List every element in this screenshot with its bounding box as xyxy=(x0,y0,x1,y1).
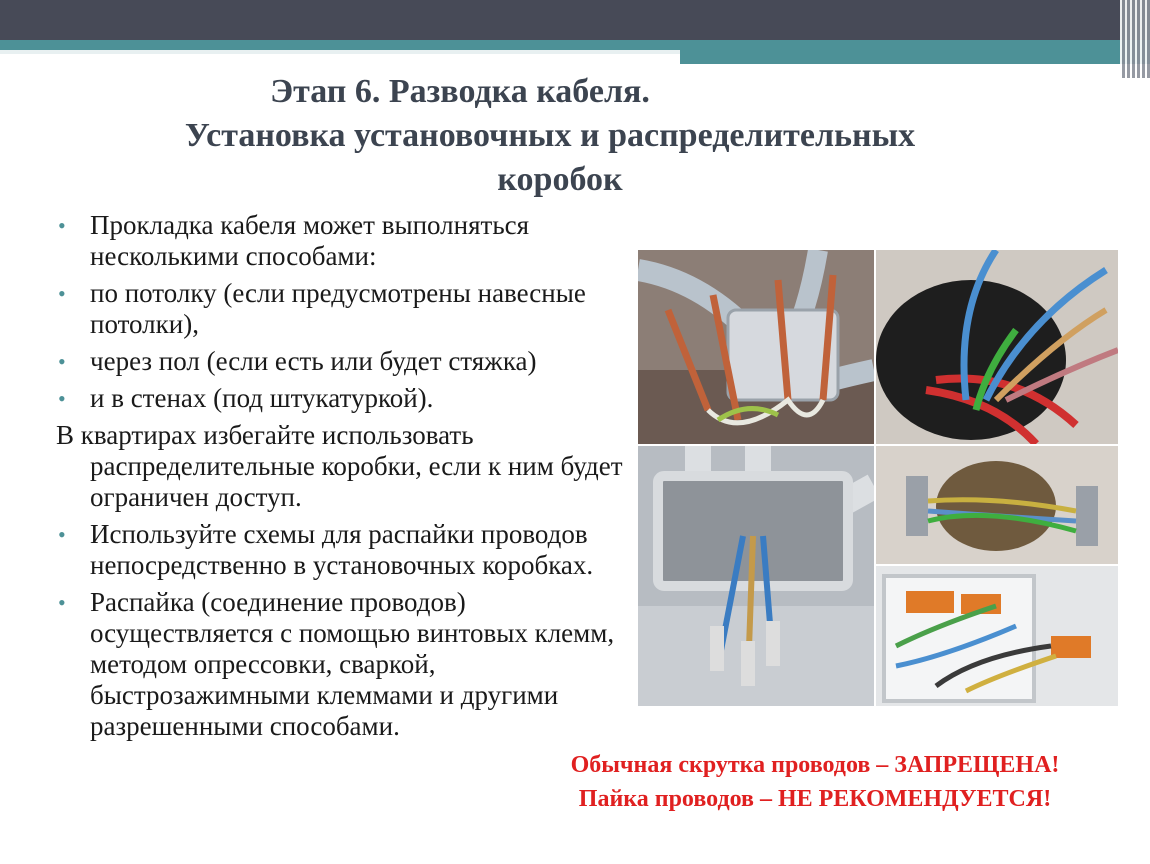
photo-round-box-wires xyxy=(876,250,1118,444)
header-dark-band xyxy=(0,0,1150,40)
title-line-3: коробок xyxy=(497,161,623,198)
title-line-1: Этап 6. Разводка кабеля. xyxy=(270,73,650,110)
bullet-item: • по потолку (если предусмотрены навесные потолки), xyxy=(56,278,636,340)
header-accent-band-right xyxy=(680,54,1150,64)
photo-screw-terminals xyxy=(876,446,1118,564)
bullet-item: • Используйте схемы для распайки проводов непосредственно в установочных коробках. xyxy=(56,519,636,581)
slide-title xyxy=(60,70,1060,202)
title-line-2: Установка установочных и распределительных xyxy=(184,117,916,154)
bullet-item: • Прокладка кабеля может выполняться несколькими способами: xyxy=(56,210,636,272)
bullet-item: • и в стенах (под штукатуркой). xyxy=(56,383,636,414)
bullet-item: • Распайка (соединение проводов) осуществляется с помощью винтовых клемм, методом опрессовки, сваркой, быстрозажимными клеммами и другими разрешенными способами. xyxy=(56,587,636,742)
header-highlight-line xyxy=(0,50,680,54)
photo-grey-junction-box xyxy=(638,446,874,706)
bullet-item: • через пол (если есть или будет стяжка) xyxy=(56,346,636,377)
slide-body xyxy=(56,210,636,748)
photo-ceiling-junction-box xyxy=(638,250,874,444)
header-decorative-stripes xyxy=(1120,0,1150,78)
wiring-photo-collage xyxy=(638,250,1118,706)
warning-soldering-not-recommended: Пайка проводов – НЕ РЕКОМЕНДУЕТСЯ! xyxy=(578,786,1052,812)
plain-paragraph: В квартирах избегайте использовать распределительные коробки, если к ним будет ограничен доступ. xyxy=(56,420,623,512)
photo-quick-clamps-box xyxy=(876,566,1118,706)
warning-twisting-forbidden: Обычная скрутка проводов – ЗАПРЕЩЕНА! xyxy=(570,752,1060,778)
